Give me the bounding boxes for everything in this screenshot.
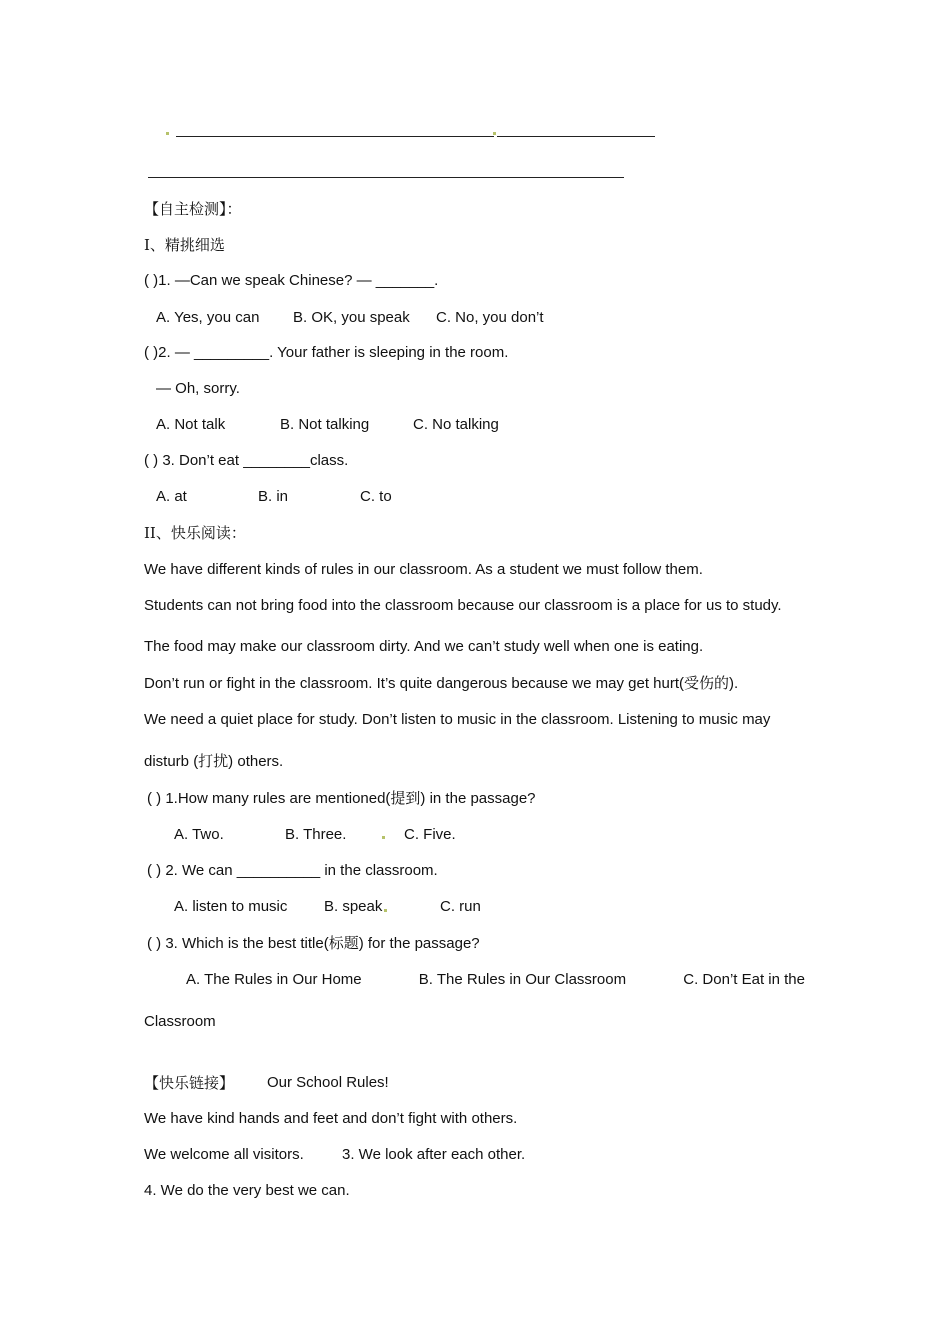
r1-stem: ( ) 1.How many rules are mentioned(提到) in the passage?	[147, 790, 536, 807]
r3-options-row	[144, 970, 805, 990]
self-check-heading: 【自主检测】：	[144, 200, 242, 218]
decor-dot	[382, 836, 385, 839]
r2-stem: ( ) 2. We can __________ in the classroom.	[147, 862, 438, 879]
decor-dot	[493, 132, 496, 135]
r2-option-b: B. speak	[324, 898, 383, 915]
r1-option-c: C. Five.	[404, 826, 456, 843]
r2-option-a: A. listen to music	[174, 898, 288, 915]
passage-line-5: We need a quiet place for study. Don’t listen to music in the classroom. Listening to music may	[144, 711, 771, 728]
r3-stem: ( ) 3. Which is the best title(标题) for the passage?	[147, 935, 480, 952]
part2-title: II、快乐阅读：	[144, 524, 246, 542]
q3-option-a: A. at	[156, 488, 187, 505]
q2-reply: — Oh, sorry.	[156, 380, 240, 397]
r2-option-c: C. run	[440, 898, 481, 915]
q2-option-c: C. No talking	[413, 416, 499, 433]
q1-option-a: A. Yes, you can	[156, 309, 260, 326]
decor-dot	[384, 909, 387, 912]
link-heading: 【快乐链接】	[144, 1074, 235, 1092]
link-line-4: 4. We do the very best we can.	[144, 1182, 350, 1199]
q1-stem: ( )1. —Can we speak Chinese? — _______.	[144, 272, 439, 289]
q2-option-b: B. Not talking	[280, 416, 370, 433]
answer-line-2	[148, 177, 624, 178]
link-line-1: We have kind hands and feet and don’t fight with others.	[144, 1110, 518, 1127]
answer-line-1a	[176, 136, 494, 137]
decor-dot	[166, 132, 169, 135]
answer-line-1b	[497, 136, 655, 137]
passage-line-4: Don’t run or fight in the classroom. It’s quite dangerous because we may get hurt(受伤的).	[144, 675, 739, 692]
r3-option-b: B. The Rules in Our Classroom	[418, 971, 627, 988]
q3-option-b: B. in	[258, 488, 289, 505]
r3-option-c-continuation: Classroom	[144, 1013, 216, 1030]
r1-option-b: B. Three.	[285, 826, 347, 843]
q2-option-a: A. Not talk	[156, 416, 226, 433]
part1-title: I、精挑细选	[144, 236, 225, 254]
q3-option-c: C. to	[360, 488, 392, 505]
passage-line-2: Students can not bring food into the classroom because our classroom is a place for us to study.	[144, 597, 782, 614]
r1-option-a: A. Two.	[174, 826, 224, 843]
passage-line-3: The food may make our classroom dirty. And we can’t study well when one is eating.	[144, 638, 704, 655]
r3-option-a: A. The Rules in Our Home	[186, 971, 362, 988]
link-title: Our School Rules!	[267, 1074, 389, 1091]
r3-option-c: C. Don’t Eat in the	[683, 971, 805, 988]
q1-option-c: C. No, you don’t	[436, 309, 544, 326]
link-line-2: We welcome all visitors.	[144, 1146, 304, 1163]
passage-line-6: disturb (打扰) others.	[144, 753, 284, 770]
q3-stem: ( ) 3. Don’t eat ________class.	[144, 452, 349, 469]
link-line-3: 3. We look after each other.	[342, 1146, 526, 1163]
q1-option-b: B. OK, you speak	[293, 309, 410, 326]
passage-line-1: We have different kinds of rules in our classroom. As a student we must follow them.	[144, 561, 703, 578]
q2-stem: ( )2. — _________. Your father is sleeping in the room.	[144, 344, 509, 361]
